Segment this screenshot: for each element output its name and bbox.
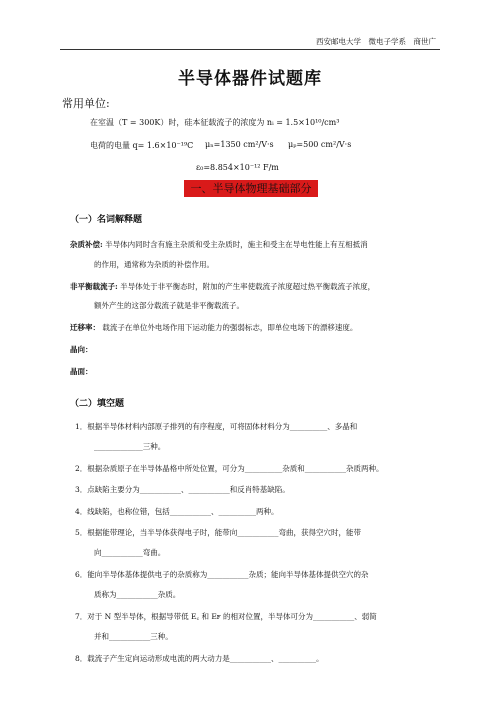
term-label: 晶面： xyxy=(70,367,93,376)
question-line: 5．根据能带理论，当半导体获得电子时，能带向___________弯曲，获得空穴时，能带 xyxy=(75,528,362,537)
part1-heading: （一）名词解释题 xyxy=(70,215,143,225)
term-label: 晶向： xyxy=(70,345,93,354)
page-header: 西安邮电大学 微电子学系 商世广 xyxy=(316,37,436,46)
question-line: 质称为___________杂质。 xyxy=(94,590,181,599)
term-def-line: 载流子在单位外电场作用下运动能力的强弱标志，即单位电场下的漂移速度。 xyxy=(102,323,358,332)
term-label: 非平衡载流子: xyxy=(70,282,118,291)
section-banner: 一、半导体物理基础部分 xyxy=(184,180,318,197)
question-line: 7．对于 N 型半导体，根据导带低 E꜀ 和 Eꜰ 的相对位置，半导体可分为___________、弱简 xyxy=(75,612,377,621)
question-line: 8．载流子产生定向运动形成电流的两大动力是___________、__________。 xyxy=(75,654,324,663)
question-line: 4．线缺陷，也称位错，包括___________、__________两种。 xyxy=(75,507,279,516)
unit-line-2c: μₚ=500 cm²/V·s xyxy=(288,140,352,149)
question-line: 向___________弯曲。 xyxy=(94,548,166,557)
part2-heading: （二）填空题 xyxy=(70,399,125,409)
term-item xyxy=(70,322,357,333)
question-line: 3．点缺陷主要分为___________、___________和反肖特基缺陷。 xyxy=(75,485,290,494)
term-def-line: 额外产生的这部分载流子就是非平衡载流子。 xyxy=(94,301,244,310)
unit-line-2a: 电荷的电量 q= 1.6×10⁻¹⁹C xyxy=(90,141,194,150)
term-def-line: 半导体处于非平衡态时，附加的产生率使载流子浓度超过热平衡载流子浓度， xyxy=(120,282,376,291)
unit-line-2b: μₙ=1350 cm²/V·s xyxy=(205,140,274,149)
header-rule xyxy=(60,49,440,50)
term-def-line: 的作用，通常称为杂质的补偿作用。 xyxy=(94,260,214,269)
unit-line-1: 在室温（T = 300K）时，硅本征载流子的浓度为 nᵢ = 1.5×10¹⁰/cm³ xyxy=(90,118,340,127)
question-line: 1．根据半导体材料内部原子排列的有序程度，可将固体材料分为__________、多晶和 xyxy=(75,422,358,431)
term-def-line: 半导体内同时含有施主杂质和受主杂质时，施主和受主在导电性能上有互相抵消 xyxy=(105,240,368,249)
question-line: 并和___________三种。 xyxy=(94,632,173,641)
term-item xyxy=(70,239,368,250)
question-line: _____________三种。 xyxy=(94,442,166,451)
term-item xyxy=(70,281,375,292)
question-line: 6．能向半导体基体提供电子的杂质称为___________杂质；能向半导体基体提供空穴的杂 xyxy=(75,570,369,579)
units-label: 常用单位: xyxy=(62,97,110,110)
question-line: 2．根据杂质原子在半导体晶格中所处位置，可分为__________杂质和___________杂质两种。 xyxy=(75,464,384,473)
document-title: 半导体器件试题库 xyxy=(178,69,322,89)
term-label: 杂质补偿: xyxy=(70,240,103,249)
unit-line-3: ε₀=8.854×10⁻¹² F/m xyxy=(196,163,279,172)
term-label: 迁移率： xyxy=(70,323,100,332)
